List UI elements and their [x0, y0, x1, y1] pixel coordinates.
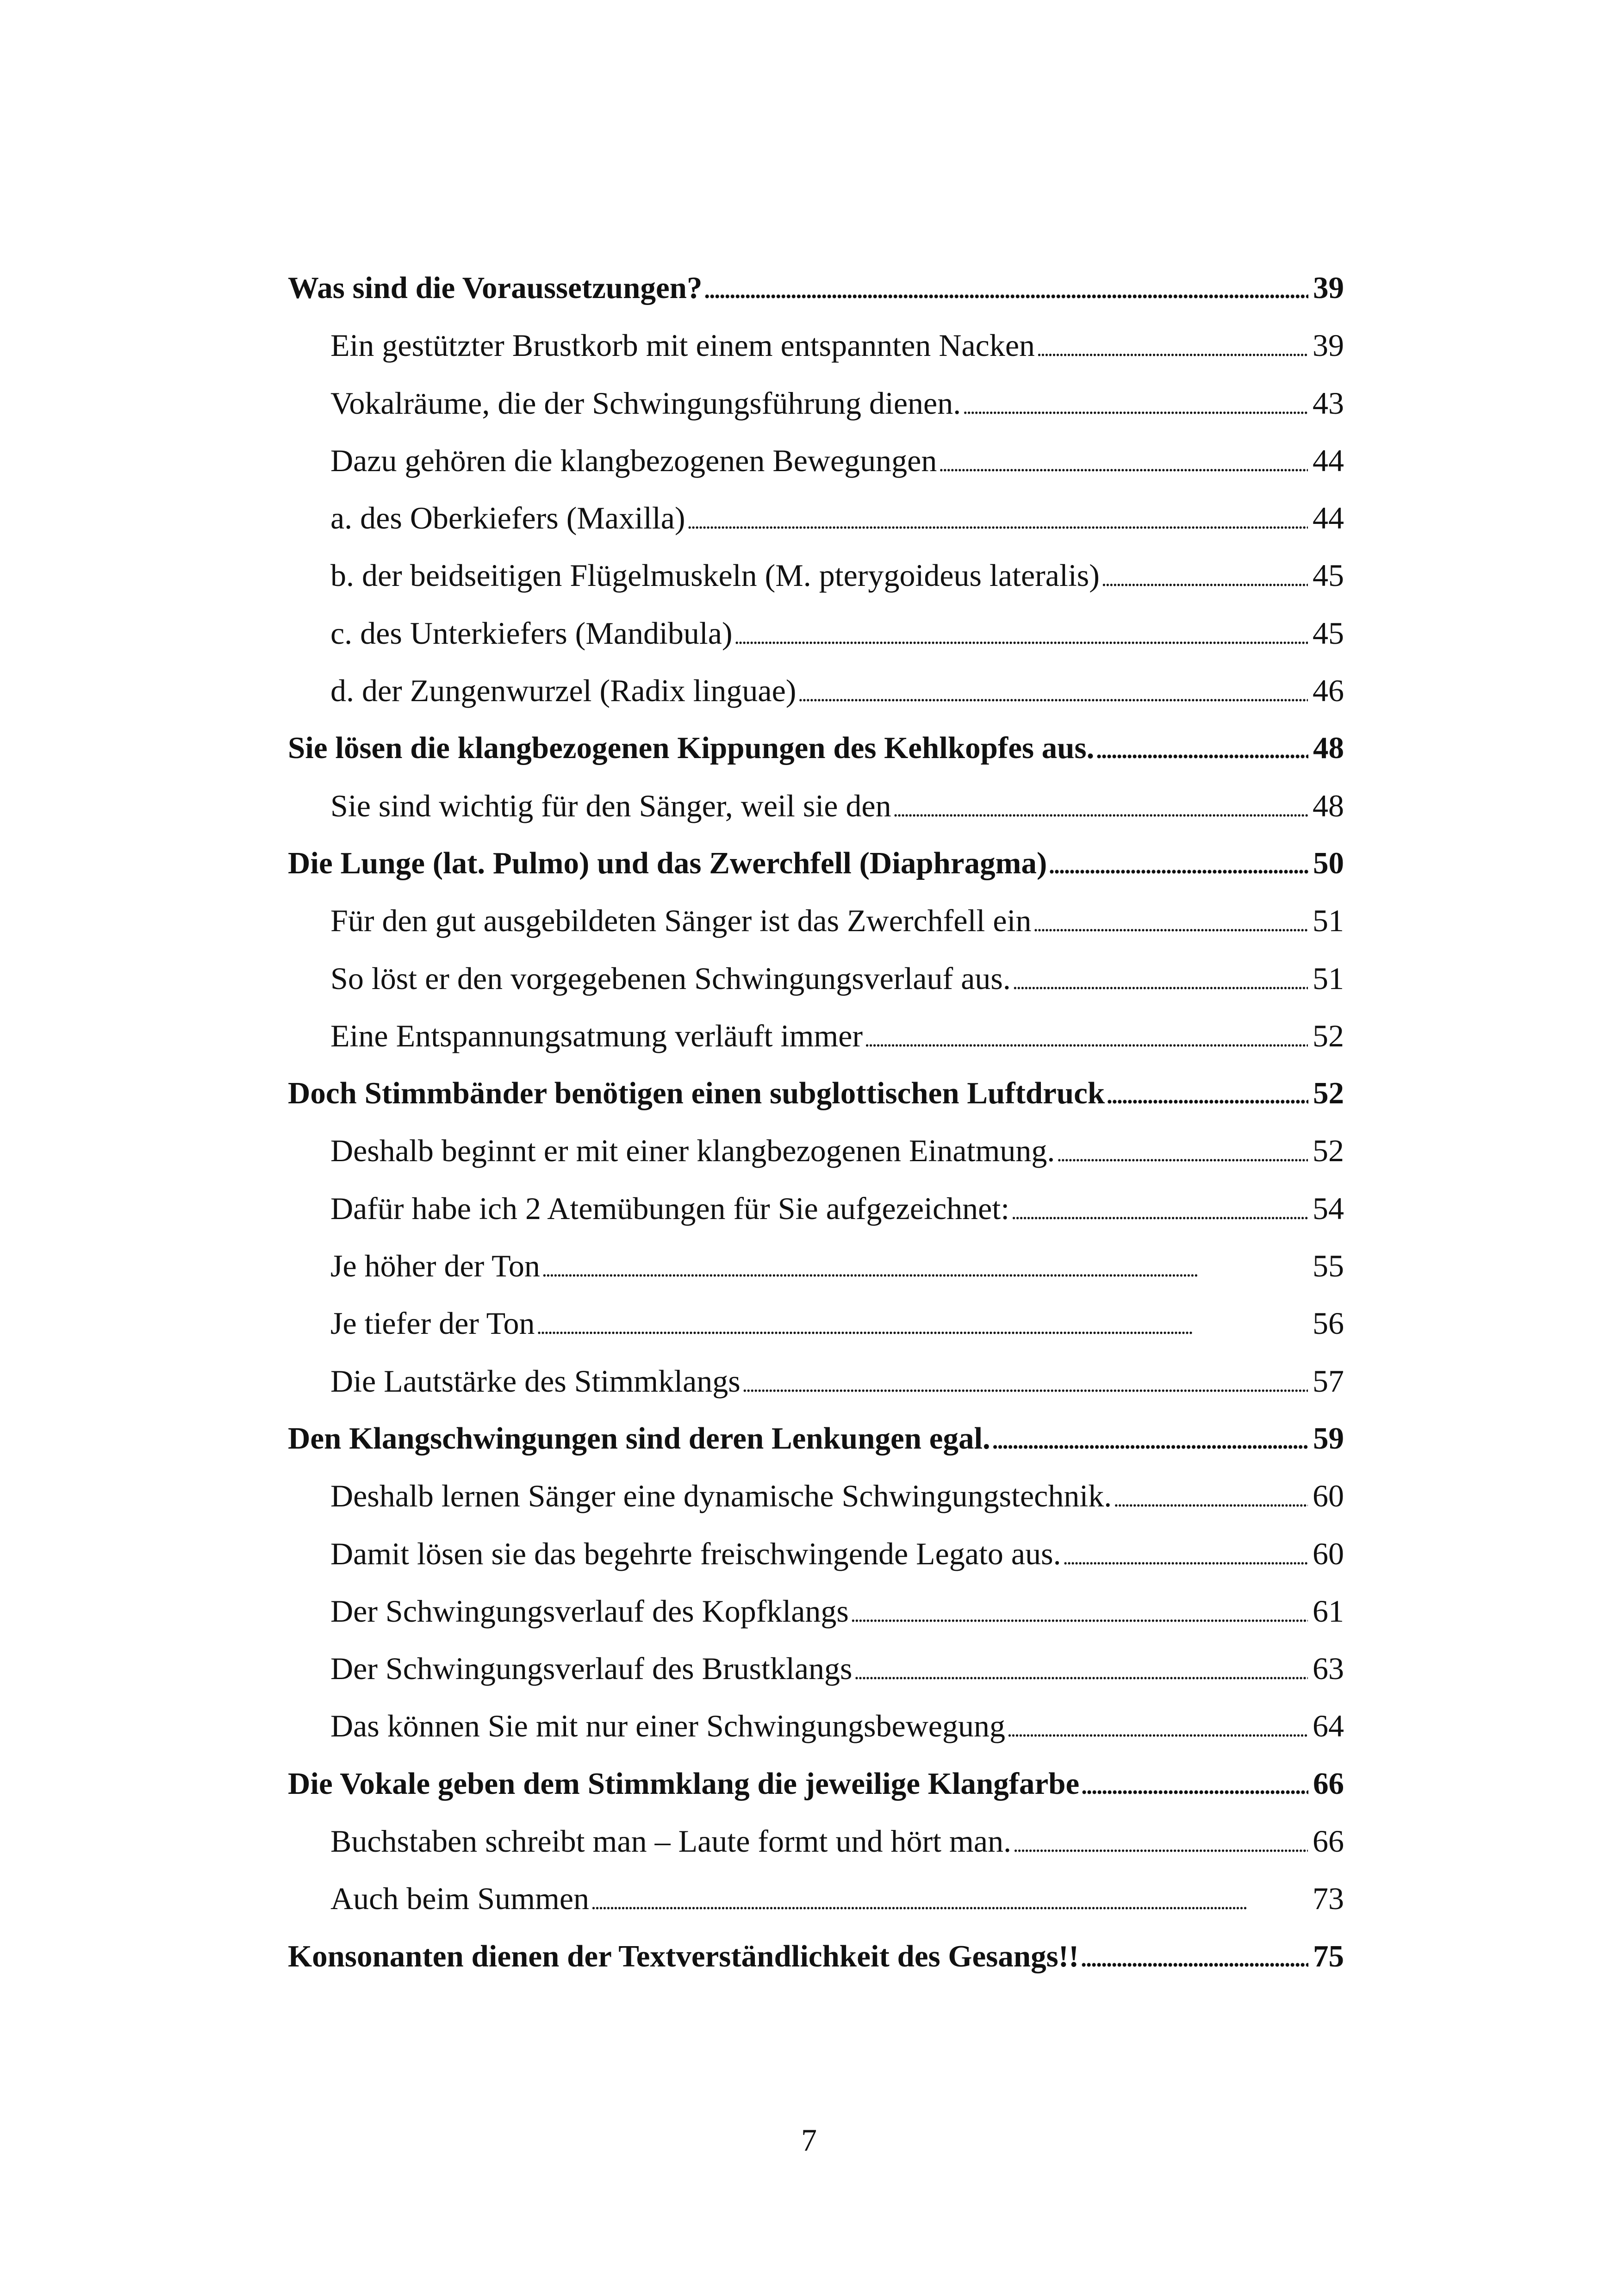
- toc-entry[interactable]: [288, 1294, 1344, 1352]
- toc-entry-title: Je höher der Ton: [330, 1248, 540, 1284]
- dot-leader: [1057, 1122, 1308, 1179]
- toc-entry-page: 52: [1313, 1076, 1344, 1111]
- dot-leader: [704, 259, 1308, 317]
- toc-entry-title: Die Vokale geben dem Stimmklang die jeweilige Klangfarbe: [288, 1766, 1080, 1801]
- toc-entry-page: 60: [1313, 1536, 1344, 1571]
- dot-leader: [542, 1237, 1308, 1294]
- toc-entry[interactable]: [288, 374, 1344, 432]
- toc-entry-page: 60: [1313, 1478, 1344, 1514]
- toc-entry-title: Ein gestützter Brustkorb mit einem entspannten Nacken: [330, 328, 1035, 363]
- dot-leader: [992, 1410, 1308, 1467]
- toc-entry-page: 64: [1313, 1708, 1344, 1744]
- toc-entry[interactable]: [288, 547, 1344, 604]
- toc-entry-title: Doch Stimmbänder benötigen einen subglottischen Luftdruck: [288, 1076, 1105, 1111]
- toc-entry-page: 44: [1313, 500, 1344, 536]
- toc-entry-page: 44: [1313, 442, 1344, 478]
- toc-entry-title: a. des Oberkiefers (Maxilla): [330, 500, 685, 536]
- dot-leader: [939, 432, 1308, 489]
- toc-entry-title: Auch beim Summen: [330, 1881, 590, 1916]
- toc-entry-title: Eine Entspannungsatmung verläuft immer: [330, 1018, 863, 1053]
- toc-entry[interactable]: [288, 892, 1344, 949]
- toc-entry[interactable]: [288, 1928, 1344, 1985]
- toc-entry-title: Der Schwingungsverlauf des Brustklangs: [330, 1651, 853, 1686]
- toc-entry-page: 45: [1313, 558, 1344, 593]
- toc-entry-title: Das können Sie mit nur einer Schwingungsbewegung: [330, 1708, 1005, 1744]
- dot-leader: [591, 1870, 1308, 1927]
- dot-leader: [1107, 1064, 1308, 1122]
- toc-entry-page: 39: [1313, 328, 1344, 363]
- toc-entry[interactable]: [288, 834, 1344, 892]
- toc-entry-title: Konsonanten dienen der Textverständlichkeit des Gesangs!!: [288, 1939, 1079, 1973]
- toc-entry-page: 39: [1313, 271, 1344, 305]
- dot-leader: [742, 1352, 1308, 1410]
- toc-entry-title: Buchstaben schreibt man – Laute formt und hört man.: [330, 1823, 1012, 1859]
- toc-entry-page: 66: [1313, 1766, 1344, 1801]
- dot-leader: [1081, 1928, 1308, 1985]
- toc-entry-page: 52: [1313, 1133, 1344, 1169]
- toc-entry-title: c. des Unterkiefers (Mandibula): [330, 615, 733, 651]
- toc-entry-title: Der Schwingungsverlauf des Kopfklangs: [330, 1593, 849, 1629]
- dot-leader: [1013, 1812, 1308, 1870]
- toc-entry-page: 61: [1313, 1593, 1344, 1629]
- dot-leader: [1114, 1467, 1308, 1524]
- toc-entry-page: 55: [1313, 1248, 1344, 1284]
- dot-leader: [1007, 1697, 1308, 1755]
- toc-entry-page: 54: [1313, 1190, 1344, 1226]
- dot-leader: [1063, 1525, 1308, 1582]
- toc-entry-page: 75: [1313, 1939, 1344, 1973]
- toc-entry-title: d. der Zungenwurzel (Radix linguae): [330, 673, 797, 709]
- toc-entry[interactable]: [288, 1582, 1344, 1640]
- dot-leader: [1096, 719, 1308, 777]
- toc-entry[interactable]: [288, 1352, 1344, 1410]
- toc-entry[interactable]: [288, 1410, 1344, 1467]
- toc-entry[interactable]: [288, 950, 1344, 1007]
- table-of-contents: [288, 259, 1344, 1985]
- toc-entry[interactable]: [288, 317, 1344, 374]
- toc-entry[interactable]: [288, 1237, 1344, 1294]
- toc-entry-title: Deshalb beginnt er mit einer klangbezogenen Einatmung.: [330, 1133, 1055, 1169]
- dot-leader: [536, 1294, 1308, 1352]
- toc-entry-page: 51: [1313, 903, 1344, 939]
- toc-entry[interactable]: [288, 1812, 1344, 1870]
- toc-entry-page: 57: [1313, 1363, 1344, 1399]
- toc-entry[interactable]: [288, 259, 1344, 317]
- toc-entry-title: Den Klangschwingungen sind deren Lenkungen egal.: [288, 1421, 990, 1456]
- toc-entry-title: Dafür habe ich 2 Atemübungen für Sie aufgezeichnet:: [330, 1190, 1010, 1226]
- toc-entry[interactable]: [288, 1064, 1344, 1122]
- toc-entry-title: Deshalb lernen Sänger eine dynamische Schwingungstechnik.: [330, 1478, 1112, 1514]
- dot-leader: [1033, 892, 1308, 949]
- dot-leader: [1013, 950, 1308, 1007]
- toc-entry-page: 46: [1313, 673, 1344, 709]
- toc-entry-title: Sie sind wichtig für den Sänger, weil sie den: [330, 788, 891, 823]
- dot-leader: [851, 1582, 1308, 1640]
- toc-entry-title: Damit lösen sie das begehrte freischwingende Legato aus.: [330, 1536, 1061, 1571]
- dot-leader: [854, 1640, 1308, 1697]
- dot-leader: [687, 489, 1308, 547]
- toc-entry[interactable]: [288, 1122, 1344, 1179]
- toc-entry-page: 59: [1313, 1421, 1344, 1456]
- dot-leader: [865, 1007, 1308, 1064]
- dot-leader: [798, 662, 1308, 719]
- toc-entry-page: 56: [1313, 1306, 1344, 1341]
- toc-entry[interactable]: [288, 1180, 1344, 1237]
- toc-entry-page: 48: [1313, 731, 1344, 765]
- toc-entry[interactable]: [288, 489, 1344, 547]
- toc-entry-title: Für den gut ausgebildeten Sänger ist das Zwerchfell ein: [330, 903, 1032, 939]
- toc-entry[interactable]: [288, 1870, 1344, 1927]
- toc-entry[interactable]: [288, 777, 1344, 834]
- dot-leader: [1011, 1180, 1308, 1237]
- toc-entry[interactable]: [288, 1007, 1344, 1064]
- toc-entry[interactable]: [288, 1467, 1344, 1524]
- toc-entry-title: b. der beidseitigen Flügelmuskeln (M. pterygoideus lateralis): [330, 558, 1100, 593]
- toc-entry[interactable]: [288, 1755, 1344, 1812]
- toc-entry-title: Dazu gehören die klangbezogenen Bewegungen: [330, 442, 937, 478]
- dot-leader: [734, 604, 1308, 662]
- toc-entry-page: 52: [1313, 1018, 1344, 1053]
- toc-entry[interactable]: [288, 432, 1344, 489]
- toc-entry[interactable]: [288, 1697, 1344, 1755]
- toc-entry-title: So löst er den vorgegebenen Schwingungsverlauf aus.: [330, 960, 1011, 996]
- toc-entry[interactable]: [288, 604, 1344, 662]
- toc-entry-page: 43: [1313, 385, 1344, 421]
- toc-entry-page: 45: [1313, 615, 1344, 651]
- dot-leader: [963, 374, 1308, 432]
- toc-entry[interactable]: [288, 1525, 1344, 1582]
- toc-entry-page: 66: [1313, 1823, 1344, 1859]
- toc-entry-title: Was sind die Voraussetzungen?: [288, 271, 703, 305]
- toc-entry[interactable]: [288, 719, 1344, 777]
- toc-entry-page: 48: [1313, 788, 1344, 823]
- toc-entry-page: 63: [1313, 1651, 1344, 1686]
- dot-leader: [893, 777, 1308, 834]
- toc-entry-title: Die Lunge (lat. Pulmo) und das Zwerchfell (Diaphragma): [288, 846, 1047, 880]
- toc-entry[interactable]: [288, 1640, 1344, 1697]
- dot-leader: [1037, 317, 1308, 374]
- dot-leader: [1081, 1755, 1308, 1812]
- page-number: 7: [801, 2122, 817, 2158]
- toc-entry-page: 51: [1313, 960, 1344, 996]
- toc-entry-title: Sie lösen die klangbezogenen Kippungen des Kehlkopfes aus.: [288, 731, 1095, 765]
- toc-entry-page: 73: [1313, 1881, 1344, 1916]
- dot-leader: [1049, 834, 1308, 892]
- toc-entry-title: Die Lautstärke des Stimmklangs: [330, 1363, 741, 1399]
- toc-entry-title: Vokalräume, die der Schwingungsführung dienen.: [330, 385, 961, 421]
- dot-leader: [1101, 547, 1308, 604]
- toc-entry[interactable]: [288, 662, 1344, 719]
- toc-entry-page: 50: [1313, 846, 1344, 880]
- toc-entry-title: Je tiefer der Ton: [330, 1306, 535, 1341]
